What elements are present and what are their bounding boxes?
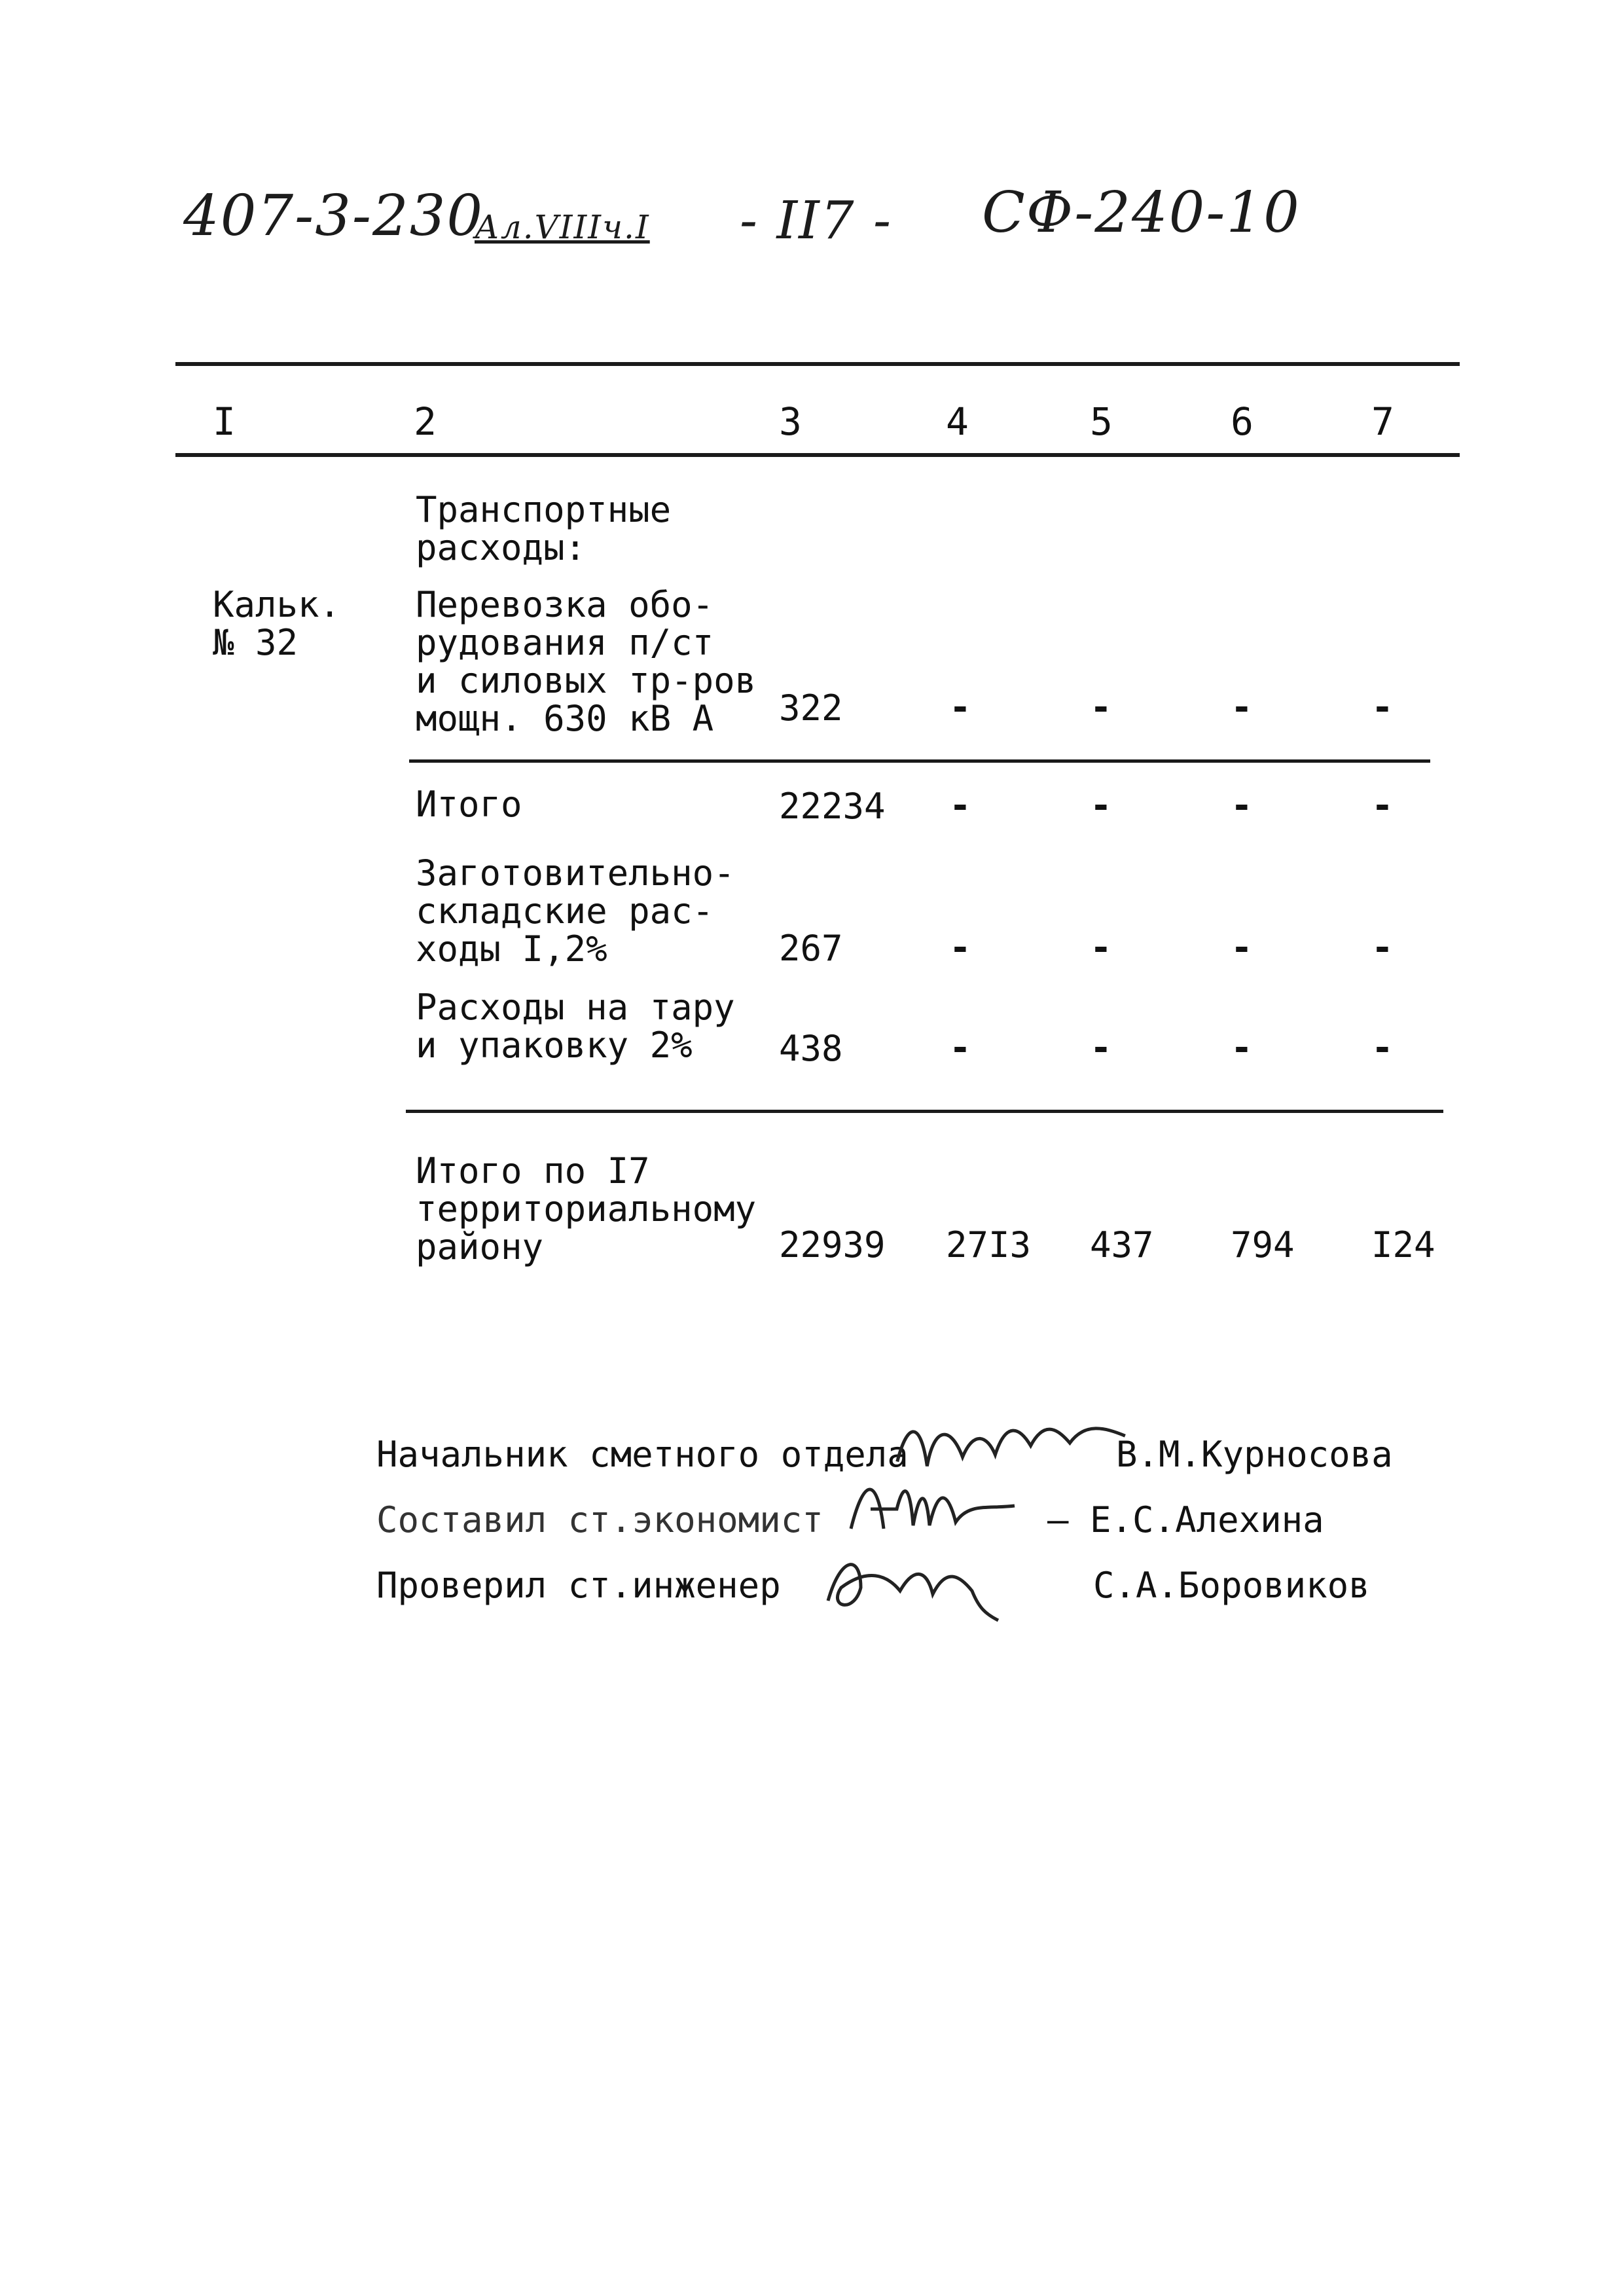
row-zagotov-description: Заготовительно- складские рас- ходы I,2% bbox=[416, 852, 735, 970]
row-itogo-col7: - bbox=[1371, 784, 1394, 827]
row-tara-col3: 438 bbox=[779, 1028, 843, 1069]
document-code: 407-3-230 bbox=[183, 183, 484, 249]
row-region-total-col3: 22939 bbox=[779, 1224, 886, 1266]
handwritten-signature-borovikov bbox=[815, 1542, 1011, 1641]
row-zagotov-col5: - bbox=[1090, 926, 1112, 969]
transport-section-title: Транспортные расходы: bbox=[416, 489, 672, 568]
row-region-total-col5: 437 bbox=[1090, 1224, 1154, 1266]
row-region-total-col6: 794 bbox=[1231, 1224, 1295, 1266]
row-zagotov-col3: 267 bbox=[779, 928, 843, 969]
row-transport-col4: - bbox=[949, 686, 971, 729]
row-itogo-col5: - bbox=[1090, 784, 1112, 827]
row-itogo-col4: - bbox=[949, 784, 971, 827]
row-region-total-col4: 27I3 bbox=[946, 1224, 1032, 1266]
row-transport-col7: - bbox=[1371, 686, 1394, 729]
column-header-7: 7 bbox=[1371, 399, 1394, 444]
row-region-total-col7: I24 bbox=[1371, 1224, 1435, 1266]
row-transport-col5: - bbox=[1090, 686, 1112, 729]
table-top-rule bbox=[175, 362, 1460, 366]
signature-name-engineer: С.А.Боровиков bbox=[1093, 1565, 1370, 1606]
calc-reference: Кальк. № 32 bbox=[213, 584, 341, 663]
row-zagotov-col7: - bbox=[1371, 926, 1394, 969]
row-zagotov-col6: - bbox=[1231, 926, 1253, 969]
signature-role-head: Начальник сметного отдела bbox=[376, 1434, 909, 1475]
row-tara-col6: - bbox=[1231, 1027, 1253, 1069]
row-transport-col6: - bbox=[1231, 686, 1253, 729]
total-rule bbox=[406, 1110, 1443, 1113]
column-header-5: 5 bbox=[1090, 399, 1113, 444]
subtotal-rule bbox=[409, 759, 1430, 763]
column-header-1: I bbox=[213, 399, 236, 444]
row-tara-col4: - bbox=[949, 1027, 971, 1069]
row-transport-description: Перевозка обо- рудования п/ст и силовых тр-ров мощн. 630 кВ А bbox=[416, 584, 757, 739]
column-header-2: 2 bbox=[414, 399, 437, 444]
signature-name-head: В.М.Курносова bbox=[1116, 1434, 1393, 1475]
signature-role-economist: Составил ст.экономист bbox=[376, 1499, 823, 1540]
signature-name-economist: – Е.С.Алехина bbox=[1047, 1499, 1324, 1540]
row-region-total-description: Итого по I7 территориальному району bbox=[416, 1150, 757, 1267]
project-code: СФ-240-10 bbox=[982, 180, 1301, 246]
row-tara-col5: - bbox=[1090, 1027, 1112, 1069]
row-transport-col3: 322 bbox=[779, 687, 843, 729]
page-number: - II7 - bbox=[740, 190, 893, 251]
row-tara-col7: - bbox=[1371, 1027, 1394, 1069]
header-bottom-rule bbox=[175, 453, 1460, 457]
row-itogo-col3: 22234 bbox=[779, 786, 886, 827]
row-zagotov-col4: - bbox=[949, 926, 971, 969]
signature-role-engineer: Проверил ст.инженер bbox=[376, 1565, 781, 1606]
row-itogo-label: Итого bbox=[416, 784, 522, 825]
column-header-4: 4 bbox=[946, 399, 969, 444]
column-header-3: 3 bbox=[779, 399, 802, 444]
row-tara-description: Расходы на тару и упаковку 2% bbox=[416, 987, 735, 1066]
row-itogo-col6: - bbox=[1231, 784, 1253, 827]
column-header-6: 6 bbox=[1231, 399, 1254, 444]
album-reference: Ал.VIIIч.I bbox=[475, 208, 650, 246]
